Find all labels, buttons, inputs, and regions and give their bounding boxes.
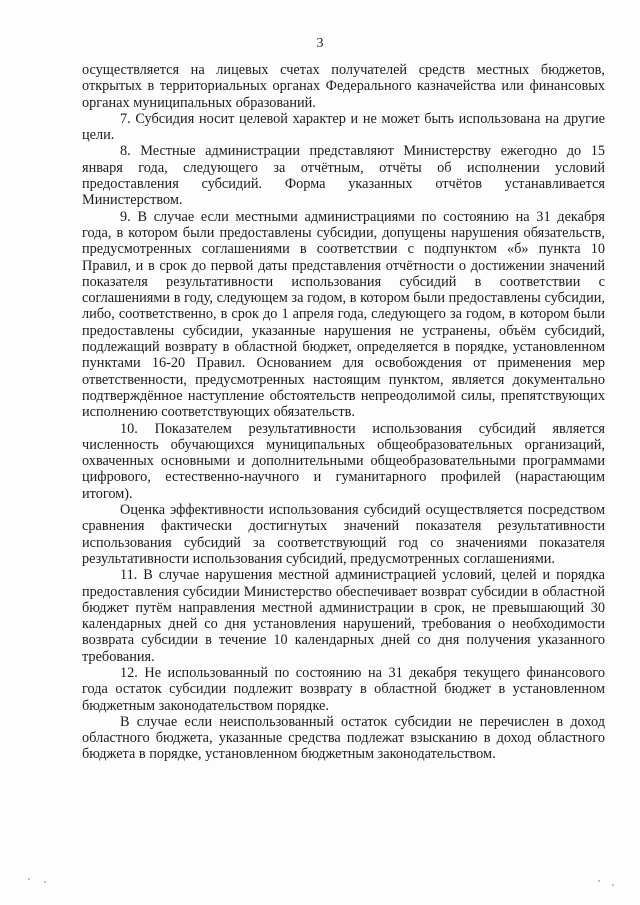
paragraph-item-7: 7. Субсидия носит целевой характер и не может быть использована на другие цели. — [82, 110, 605, 144]
scan-artifact — [44, 881, 46, 883]
paragraph-item-9: 9. В случае если местными администрациями по состоянию на 31 декабря года, в котором были предоставлены субсидии, допущены нарушения обязательств, предусмотренных соглашениями в соответствии с подпунктом «б» пункта 10 Правил, и в срок до первой даты представления отчётности о достижении значений показателя результативности использования субсидий в соответствии с соглашениями в году, следующем за годом, в котором были предоставлены субсидии, либо, соответственно, в срок до 1 апреля года, следующего за годом, в котором были предоставлены субсидии, указанные нарушения не устранены, объём субсидий, подлежащий возврату в областной бюджет, определяется в порядке, установленном пунктами 16-20 Правил. Основанием для освобождения от применения мер ответственности, предусмотренных настоящим пунктом, является документально подтверждённое наступление обстоятельств непреодолимой силы, препятствующих исполнению соответствующих обязательств. — [82, 208, 605, 421]
page-number: 3 — [316, 36, 324, 51]
document-body — [82, 62, 605, 763]
scan-artifact — [28, 878, 30, 880]
paragraph-item-8: 8. Местные администрации представляют Министерству ежегодно до 15 января года, следующего за отчётным, отчёты об исполнении условий предоставления субсидий. Форма указанных отчётов устанавливается Министерством. — [82, 143, 605, 209]
paragraph-continuation: осуществляется на лицевых счетах получателей средств местных бюджетов, открытых в территориальных органах Федерального казначейства или финансовых органах муниципальных образований. — [82, 62, 605, 111]
scan-artifact — [598, 880, 600, 882]
paragraph-efficiency-assessment: Оценка эффективности использования субсидий осуществляется посредством сравнения фактически достигнутых значений показателя результативности использования субсидий за соответствующий год со значениями показателя результативности использования субсидий, предусмотренных соглашениями. — [82, 502, 605, 567]
paragraph-item-11: 11. В случае нарушения местной администрацией условий, целей и порядка предоставления субсидии Министерство обеспечивает возврат субсидии в областной бюджет путём направления местной администрации в срок, не превышающий 30 календарных дней со дня установления нарушений, требования о необходимости возврата субсидии в течение 10 календарных дней со дня получения указанного требования. — [82, 567, 605, 665]
scan-artifact — [612, 884, 614, 886]
paragraph-item-10: 10. Показателем результативности использования субсидий является численность обучающихся муниципальных общеобразовательных организаций, охваченных основными и дополнительными общеобразовательными программами цифрового, естественно-научного и гуманитарного профилей (нарастающим итогом). — [82, 420, 605, 502]
paragraph-recovery: В случае если неиспользованный остаток субсидии не перечислен в доход областного бюджета, указанные средства подлежат взысканию в доход областного бюджета в порядке, установленном бюджетным законодательством. — [82, 713, 605, 763]
paragraph-item-12: 12. Не использованный по состоянию на 31 декабря текущего финансового года остаток субсидии подлежит возврату в областной бюджет в установленном бюджетным законодательством порядке. — [82, 664, 605, 714]
